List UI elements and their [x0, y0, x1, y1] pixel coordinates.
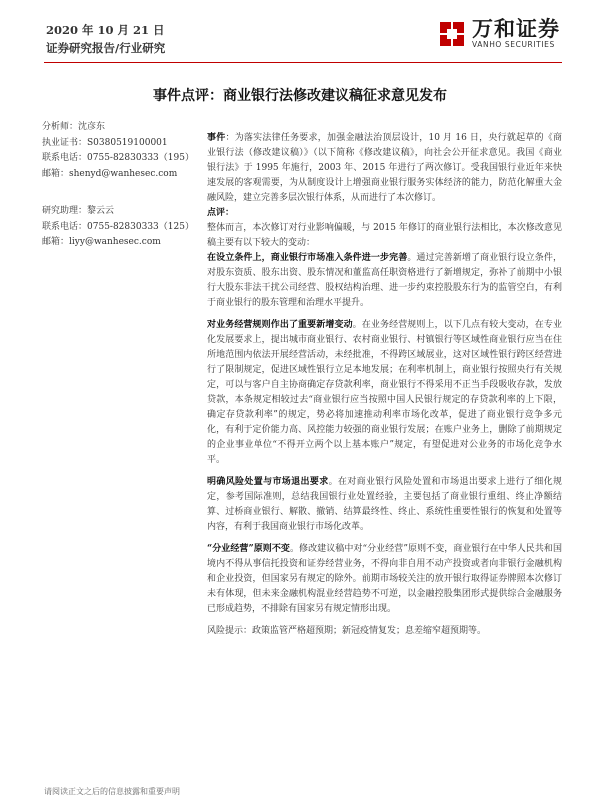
event-paragraph: 事件：为落实法律任务要求，加强金融法治顶层设计，10 月 16 日，央行就起草的《商业银行法（修改建议稿）》（以下简称《修改建议稿》，向社会公开征求意见。我国《商业银行法》于 1995 年施行，2003 年、2015 年进行了两次修订。受我国银行业近年来快速发展的客观需要，为从制度设计上增强商业银行服务实体经济的能力，防范化解重大金融风险，建立完善多层次银行体系，从而进行了本次修订。 [207, 133, 562, 203]
assistant-phone-row: 联系电话：0755-82830333（125） [42, 221, 194, 232]
paragraph-separate-operation: “分业经营”原则不变。修改建议稿中对“分业经营”原则不变，商业银行在中华人民共和国境内不得从事信托投资和证券经营业务，不得向非自用不动产投资或者向非银行金融机构和企业投资，但国家另有规定的除外。前期市场较关注的放开银行取得证券牌照本次修订未有体现，但未来金融机构混业经营趋势不可逆，以金融控股集团形式提供综合金融服务已形成趋势，不排除有国家另有规定情形出现。 [207, 544, 562, 614]
logo-name-en: VANHO SECURITIES [472, 40, 555, 49]
comment-label: 点评： [207, 208, 235, 218]
assistant-name-row: 研究助理：黎云云 [42, 206, 115, 216]
analyst-email-row: 邮箱：shenyd@wanhesec.com [42, 168, 178, 179]
risk-warning: 风险提示：政策监管严格超预期；新冠疫情复发；息差缩窄超预期等。 [207, 626, 487, 636]
analyst-info [42, 120, 197, 251]
analyst-name-row: 分析师：沈彦东 [42, 122, 106, 132]
analyst-phone-row: 联系电话：0755-82830333（195） [42, 153, 194, 163]
analyst-cert-row: 执业证书：S0380519100001 [42, 137, 168, 148]
company-logo [438, 18, 560, 49]
page-title: 事件点评：商业银行法修改建议稿征求意见发布 [153, 88, 447, 104]
paragraph-risk-disposal: 明确风险处置与市场退出要求。在对商业银行风险处置和市场退出要求上进行了细化规定，参考国际准则，总结我国银行业处置经验，主要包括了商业银行重组、终止净额结算、过桥商业银行、解散、撤销、结算最终性、终止、系统性重要性银行的恢复和处置等内容，有利于我国商业银行市场化改革。 [207, 477, 562, 532]
logo-name-cn: 万和证券 [472, 17, 560, 41]
report-body [207, 131, 562, 639]
report-date: 2020 年 10 月 21 日 [46, 23, 165, 37]
paragraph-entry-conditions: 在设立条件上，商业银行市场准入条件进一步完善。通过完善新增了商业银行设立条件，对股东资质、股东出资、股东情况和董监高任职资格进行了新增规定，弥补了前期中小银行大股东非法干扰公司经营、股权结构治理、进一步约束控股股东行为的监管空白，有利于商业银行的股东管理和治理水平提升。 [207, 253, 562, 308]
logo-mark-icon [438, 20, 466, 48]
header-divider [44, 62, 562, 63]
assistant-email-row: 邮箱：liyy@wanhesec.com [42, 237, 161, 247]
intro-paragraph: 整体而言，本次修订对行业影响偏暖，与 2015 年修订的商业银行法相比，本次修改意见稿主要有以下较大的变动： [207, 223, 562, 248]
report-type: 证券研究报告/行业研究 [46, 41, 166, 55]
footer-disclaimer: 请阅读正文之后的信息披露和重要声明 [44, 787, 180, 796]
paragraph-business-rules: 对业务经营规则作出了重要新增变动。在业务经营规则上，以下几点有较大变动，在专业化发展要求上，提出城市商业银行、农村商业银行、村镇银行等区域性商业银行应当在住所地范围内依法开展经营活动，未经批准，不得跨区域展业，这对区域性银行跨区经营进行了限制规定，促进区域性银行立足本地发展；在利率机制上，商业银行按照央行有关规定，可以与客户自主协商确定存贷款利率，商业银行不得采用不正当手段吸收存款，发放贷款，本条规定相较过去“商业银行应当按照中国人民银行规定的存贷款利率的上下限，确定存贷款利率”的规定，势必将加速推动利率市场化改革，促进了商业银行竞争多元化，有利于定价能力高、风控能力较强的商业银行发展；在账户业务上，删除了前期规定的企业事业单位“不得开立两个以上基本账户”规定，有望促进对公业务的市场化竞争水平。 [207, 320, 562, 465]
